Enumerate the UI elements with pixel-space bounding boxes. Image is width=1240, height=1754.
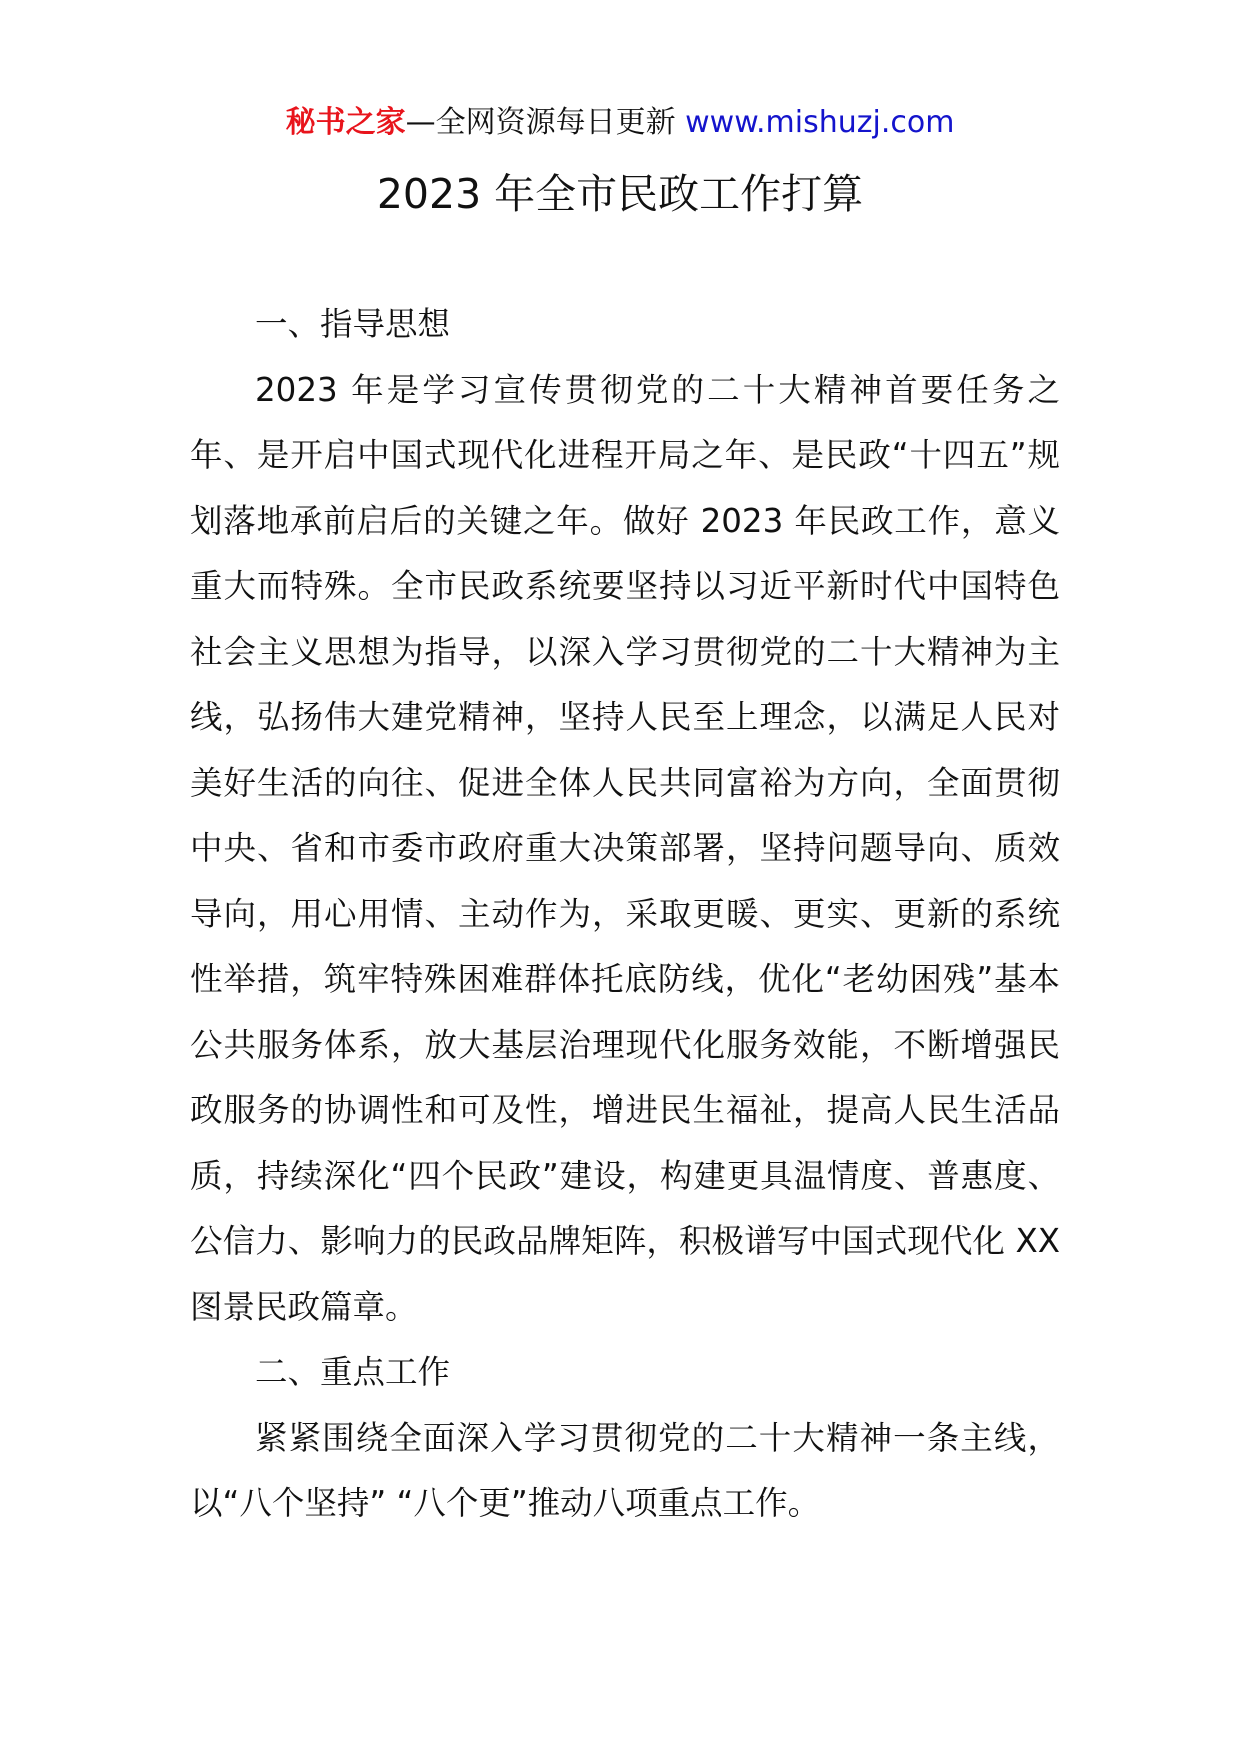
section-heading-key-work: 二、重点工作 bbox=[255, 1353, 451, 1391]
section-paragraph-key-work: 紧紧围绕全面深入学习贯彻党的二十大精神一条主线，以“八个坚持” “八个更”推动八项重点工作。 bbox=[190, 1418, 1060, 1522]
brand-name: 秘书之家 bbox=[285, 105, 406, 140]
banner-slogan: —全网资源每日更新 bbox=[405, 105, 686, 140]
section-heading-guiding-ideology: 一、指导思想 bbox=[255, 305, 451, 343]
document-title: 2023 年全市民政工作打算 bbox=[376, 170, 864, 218]
document-body bbox=[190, 292, 1060, 1537]
site-url-link[interactable]: www.mishuzj.com bbox=[685, 105, 955, 140]
section-paragraph-guiding-ideology: 2023 年是学习宣传贯彻党的二十大精神首要任务之年、是开启中国式现代化进程开局之年、是民政“十四五”规划落地承前启后的关键之年。做好 2023 年民政工作，意义重大而特殊。全市民政系统要坚持以习近平新时代中国特色社会主义思想为指导，以深入学习贯彻党的二十大精神为主线，弘扬伟大建党精神，坚持人民至上理念，以满足人民对美好生活的向往、促进全体人民共同富裕为方向，全面贯彻中央、省和市委市政府重大决策部署，坚持问题导向、质效导向，用心用情、主动作为，采取更暖、更实、更新的系统性举措，筑牢特殊困难群体托底防线，优化“老幼困残”基本公共服务体系，放大基层治理现代化服务效能，不断增强民政服务的协调性和可及性，增进民生福祉，提高人民生活品质，持续深化“四个民政”建设，构建更具温情度、普惠度、公信力、影响力的民政品牌矩阵，积极谱写中国式现代化 XX 图景民政篇章。 bbox=[190, 370, 1060, 1326]
site-banner bbox=[0, 102, 1240, 144]
